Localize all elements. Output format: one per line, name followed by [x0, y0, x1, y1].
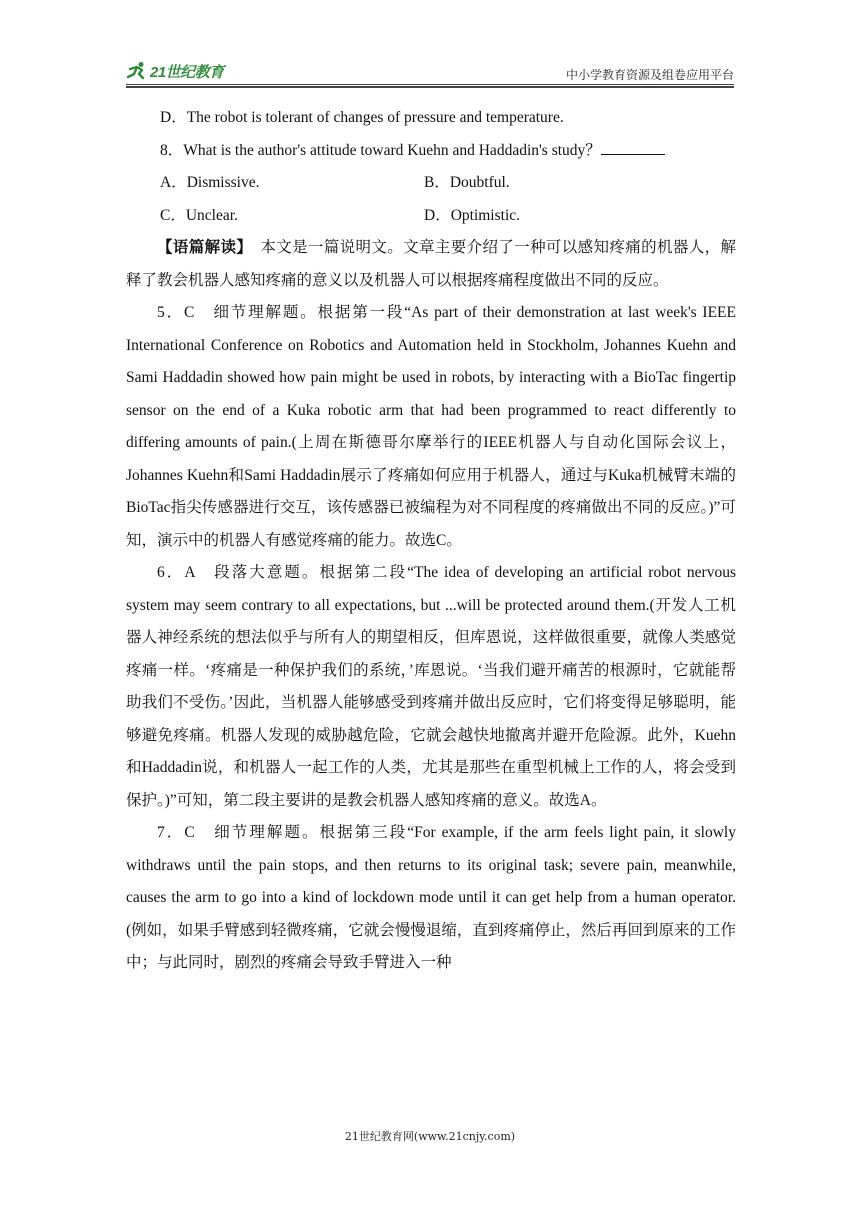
- header-divider: [126, 84, 734, 88]
- answer-7: 7．C 细节理解题。根据第三段“For example, if the arm feels light pain, it slowly withdraws until the pain stops, and then returns to its original task; severe pain, meanwhile, causes the arm to go into a kind of lockdown mode until it can get help from a human operator.(例如，如果手臂感到轻微疼痛，它就会慢慢退缩，直到疼痛停止，然后再回到原来的工作中；与此同时，剧烈的疼痛会导致手臂进入一种: [126, 824, 736, 971]
- page-header: [126, 58, 734, 84]
- analysis-label: 【语篇解读】: [157, 239, 245, 256]
- q8-option-a: A．Dismissive.: [160, 174, 260, 191]
- site-logo: [126, 58, 224, 84]
- q8-stem: [126, 135, 736, 168]
- q8-options-row-2: [126, 200, 736, 233]
- passage-analysis: [126, 232, 736, 297]
- analysis-text: 本文是一篇说明文。文章主要介绍了一种可以感知疼痛的机器人，解释了教会机器人感知疼痛的意义以及机器人可以根据疼痛程度做出不同的反应。: [126, 239, 736, 289]
- answer-5: 5．C 细节理解题。根据第一段“As part of their demonstration at last week's IEEE International Conference on Robotics and Automation held in Stockholm, Johannes Kuehn and Sami Haddadin showed how pain might be used in robots, by interacting with a BioTac fingertip sensor on the end of a Kuka robotic arm that had been programmed to react differently to differing amounts of pain.(上周在斯德哥尔摩举行的IEEE机器人与自动化国际会议上，Johannes Kuehn和Sami Haddadin展示了疼痛如何应用于机器人，通过与Kuka机械臂末端的BioTac指尖传感器进行交互，该传感器已被编程为对不同程度的疼痛做出不同的反应。)”可知，演示中的机器人有感觉疼痛的能力。故选C。: [126, 304, 736, 549]
- document-body: [126, 102, 736, 980]
- q8-option-b: B．Doubtful.: [424, 174, 510, 191]
- q8-options-row-1: [126, 167, 736, 200]
- q8-stem-text: 8．What is the author's attitude toward Kuehn and Haddadin's study？: [160, 141, 601, 159]
- header-platform-title: 中小学教育资源及组卷应用平台: [565, 68, 734, 82]
- runner-logo-icon: [126, 61, 148, 81]
- page-footer: 21世纪教育网(www.21cnjy.com): [344, 1130, 516, 1143]
- q7-option-d: D．The robot is tolerant of changes of pressure and temperature.: [160, 109, 564, 126]
- answer-6: 6．A 段落大意题。根据第二段“The idea of developing an artificial robot nervous system may seem contrary to all expectations, but ...will be protected around them.(开发人工机器人神经系统的想法似乎与所有人的期望相反，但库恩说，这样做很重要，就像人类感觉疼痛一样。‘疼痛是一种保护我们的系统，’库恩说。‘当我们避开痛苦的根源时，它就能帮助我们不受伤。’因此，当机器人能够感受到疼痛并做出反应时，它们将变得足够聪明，能够避免疼痛。机器人发现的威胁越危险，它就会越快地撤离并避开危险源。此外，Kuehn和Haddadin说，和机器人一起工作的人类，尤其是那些在重型机械上工作的人，将会受到保护。)”可知，第二段主要讲的是教会机器人感知疼痛的意义。故选A。: [126, 564, 736, 809]
- logo-text: 21世纪教育: [150, 63, 224, 81]
- q8-option-d: D．Optimistic.: [424, 206, 521, 224]
- answer-blank: [601, 140, 665, 155]
- q8-option-c: C．Unclear.: [160, 206, 238, 224]
